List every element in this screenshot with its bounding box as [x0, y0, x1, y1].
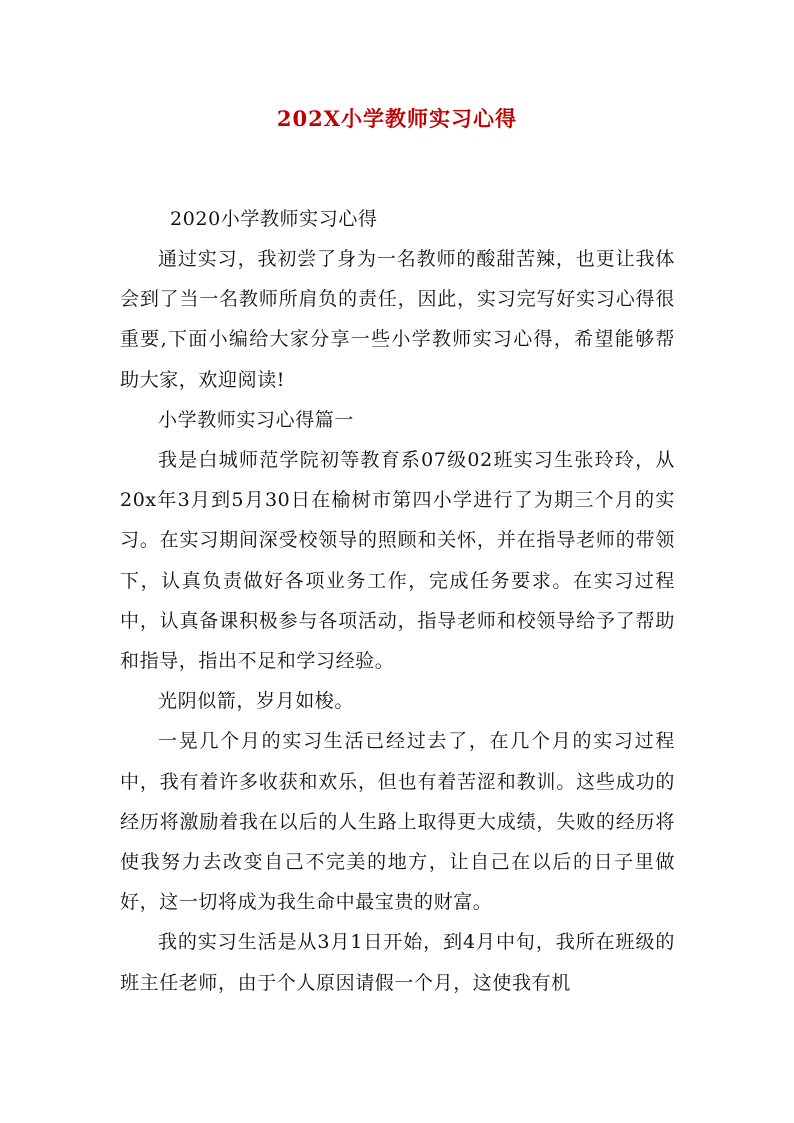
paragraph: 我的实习生活是从3月1日开始，到4月中旬，我所在班级的班主任老师，由于个人原因请假一个月，这使我有机	[120, 931, 675, 994]
paragraph-intro: 通过实习，我初尝了身为一名教师的酸甜苦辣，也更让我体会到了当一名教师所肩负的责任，因此，实习完写好实习心得很重要,下面小编给大家分享一些小学教师实习心得，希望能够帮助大家，欢迎阅读!	[120, 248, 675, 391]
document-body	[120, 199, 675, 1003]
paragraph: 我是白城师范学院初等教育系07级02班实习生张玲玲，从20x年3月到5月30日在榆树市第四小学进行了为期三个月的实习。在实习期间深受校领导的照顾和关怀，并在指导老师的带领下，认真负责做好各项业务工作，完成任务要求。在实习过程中，认真备课积极参与各项活动，指导老师和校领导给予了帮助和指导，指出不足和学习经验。	[120, 449, 675, 673]
document-subtitle: 2020小学教师实习心得	[170, 208, 378, 230]
paragraph: 一晃几个月的实习生活已经过去了，在几个月的实习过程中，我有着许多收获和欢乐，但也有着苦涩和教训。这些成功的经历将激励着我在以后的人生路上取得更大成绩，失败的经历将使我努力去改变自己不完美的地方，让自己在以后的日子里做好，这一切将成为我生命中最宝贵的财富。	[120, 730, 675, 914]
section-heading: 小学教师实习心得篇一	[158, 408, 355, 431]
document-title: 202X小学教师实习心得	[276, 106, 518, 131]
paragraph: 光阴似箭，岁月如梭。	[158, 690, 355, 713]
